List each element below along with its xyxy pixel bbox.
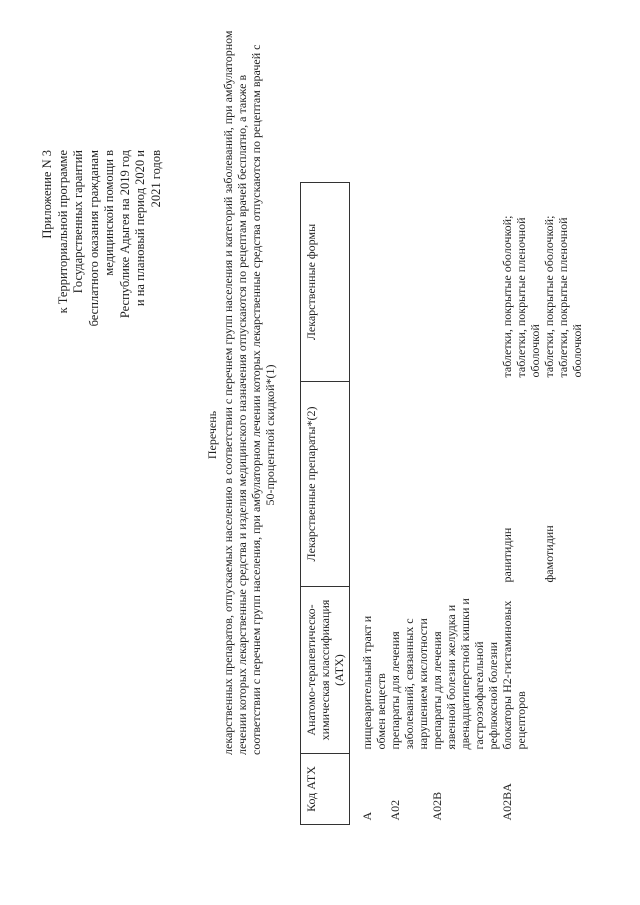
row-forms	[430, 183, 500, 382]
table-row	[430, 183, 500, 825]
document-title: Перечень	[205, 410, 219, 460]
row-classification	[542, 587, 584, 754]
table-row	[388, 183, 430, 825]
appendix-line: бесплатного оказания гражданам	[86, 150, 101, 327]
appendix-note	[40, 150, 164, 400]
appendix-line: 2021 годов	[148, 150, 163, 208]
header-code: Код АТХ	[301, 754, 350, 825]
row-drug	[430, 382, 500, 587]
row-drug	[388, 382, 430, 587]
appendix-line: к Территориальной программе	[55, 150, 70, 314]
appendix-line: Республике Адыгея на 2019 год	[117, 150, 132, 319]
row-classification: блокаторы Н2-гистаминовых рецепторов	[500, 600, 528, 750]
row-forms	[388, 183, 430, 382]
row-classification: пищеварительный тракт и обмен веществ	[360, 615, 388, 750]
row-classification: препараты для лечения язвенной болезни желудка и двенадцатиперстной кишки и гастроэзофагеальной рефлюксной болезни	[430, 598, 500, 750]
heading-line: 50-процентной скидкой*(1)	[263, 364, 277, 506]
header-drugs: Лекарственные препараты*(2)	[301, 382, 350, 587]
row-code: A02BA	[500, 783, 514, 821]
row-forms	[360, 183, 388, 382]
document-heading	[205, 30, 277, 755]
table-row	[360, 183, 388, 825]
row-code	[542, 754, 584, 825]
heading-line: лекарственных препаратов, отпускаемых населению в соответствии с перечнем групп населения и категорий заболеваний, при амбулаторном	[221, 30, 235, 755]
dosage-form: таблетки, покрытые пленочной оболочкой	[514, 217, 542, 378]
atx-table	[300, 182, 584, 825]
row-forms	[500, 183, 542, 382]
appendix-line: медицинской помощи в	[102, 150, 116, 276]
appendix-line: и на плановый период 2020 и	[133, 150, 147, 307]
row-forms	[542, 183, 584, 382]
heading-line: соответствии с перечнем групп населения, при амбулаторном лечении которых лекарственные средства отпускаются по рецептам врачей с	[249, 44, 263, 755]
appendix-line: Государственных гарантий	[71, 150, 85, 294]
table-row	[542, 183, 584, 825]
table-header-row	[301, 183, 350, 825]
row-code: A	[360, 811, 374, 821]
header-forms: Лекарственные формы	[301, 183, 350, 382]
row-classification: препараты для лечения заболеваний, связанных с нарушением кислотности	[388, 618, 430, 750]
table-row	[500, 183, 542, 825]
row-drug: фамотидин	[542, 525, 556, 583]
row-drug	[360, 382, 388, 587]
table-spacer-row	[350, 183, 361, 825]
heading-line: лечении которых лекарственные средства и изделия медицинского назначения отпускаются по рецептам врачей бесплатно, а также в	[235, 74, 249, 755]
dosage-form: таблетки, покрытые оболочкой;	[542, 215, 556, 378]
dosage-form: таблетки, покрытые оболочкой;	[500, 215, 514, 378]
dosage-form: таблетки, покрытые пленочной оболочкой	[556, 217, 584, 378]
appendix-line: Приложение N 3	[40, 150, 54, 239]
row-code: A02B	[430, 791, 444, 821]
row-code: A02	[388, 799, 402, 821]
header-classification: Анатомо-терапевтическо-химическая классификация (АТХ)	[301, 587, 350, 754]
row-drug: ранитидин	[500, 527, 514, 583]
